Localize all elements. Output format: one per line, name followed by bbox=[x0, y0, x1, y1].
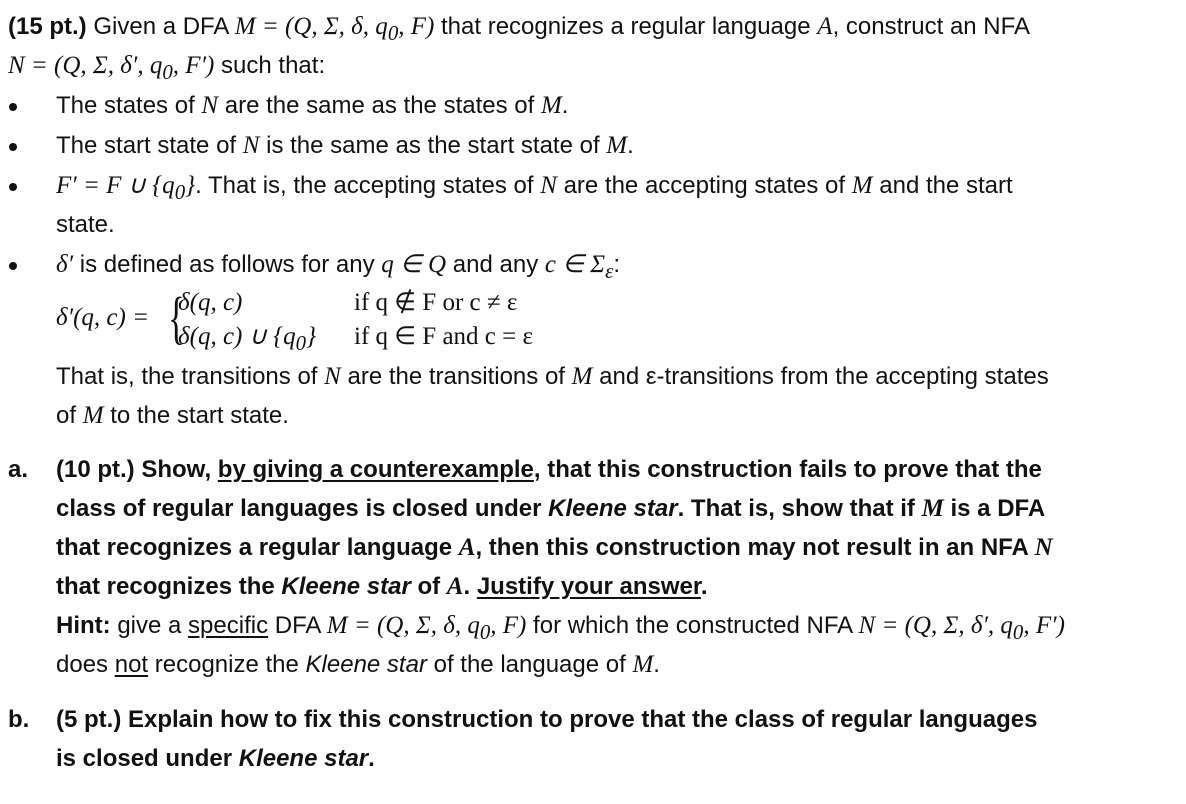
formula-case-1-expr: δ(q, c) bbox=[178, 289, 243, 316]
bullet-2: The start state of N is the same as the start state of M. bbox=[56, 132, 634, 159]
formula-case-2-cond: if q ∈ F and c = ε bbox=[354, 323, 533, 350]
part-a-label: a. bbox=[8, 456, 29, 483]
part-a-line-2: class of regular languages is closed under Kleene star. That is, show that if M is a DFA bbox=[56, 495, 1046, 522]
hint-line-1: Hint: give a specific DFA M = (Q, Σ, δ, $q_0$, F) for which the constructed NFA N = (Q, Σ, δ′, $q_0$, F′) bbox=[56, 612, 1065, 644]
bullet-dot bbox=[9, 183, 17, 191]
bullet-3-cont: state. bbox=[56, 211, 115, 238]
math-A: A bbox=[817, 13, 833, 40]
intro-text: Given a DFA bbox=[93, 13, 229, 40]
formula-case-1-cond: if q ∉ F or c ≠ ε bbox=[354, 289, 518, 316]
part-a-line-1: (10 pt.) Show, by giving a counterexample, that this construction fails to prove that the bbox=[56, 456, 1042, 483]
intro-line-1 bbox=[8, 12, 1030, 48]
brace-icon: { bbox=[168, 285, 185, 350]
intro-line-2 bbox=[8, 51, 325, 87]
part-b-line-1: (5 pt.) Explain how to fix this construction to prove that the class of regular languages bbox=[56, 706, 1038, 733]
bullet-1: The states of N are the same as the states of M. bbox=[56, 92, 569, 119]
f-prime-def: F′ = F ∪ $\{q_0\}$ bbox=[56, 172, 196, 204]
dfa-tuple: M = (Q, Σ, δ, $q_0$, F) bbox=[234, 13, 435, 45]
bullet-4: δ′ is defined as follows for any q ∈ Q and any c ∈ $\Sigma_\varepsilon$: bbox=[56, 251, 620, 283]
part-b-label: b. bbox=[8, 706, 30, 733]
intro-text: that recognizes a regular language bbox=[441, 13, 811, 40]
explanation-line-1: That is, the transitions of N are the transitions of M and ε-transitions from the accepting states bbox=[56, 363, 1049, 390]
intro-text: , construct an NFA bbox=[832, 13, 1030, 40]
nfa-tuple: N = (Q, Σ, δ′, $q_0$, F′) bbox=[8, 52, 215, 84]
bullet-dot bbox=[9, 143, 17, 151]
bullet-3: F′ = F ∪ $\{q_0\}$. That is, the accepting states of N are the accepting states of M and the start bbox=[56, 172, 1013, 204]
points-label: (15 pt.) bbox=[8, 13, 87, 40]
intro-text: such that: bbox=[221, 52, 326, 79]
bullet-dot bbox=[9, 103, 17, 111]
part-a-line-4: that recognizes the Kleene star of A. Justify your answer. bbox=[56, 573, 708, 600]
part-b-line-2: is closed under Kleene star. bbox=[56, 745, 375, 772]
bullet-dot bbox=[9, 262, 17, 270]
hint-line-2: does not recognize the Kleene star of the language of M. bbox=[56, 651, 660, 678]
explanation-line-2: of M to the start state. bbox=[56, 402, 289, 429]
formula-case-2-expr: δ(q, c) ∪ $\{q_0\}$ bbox=[178, 323, 317, 355]
formula-lhs: δ′(q, c) = bbox=[56, 304, 149, 331]
part-a-line-3: that recognizes a regular language A, then this construction may not result in an NFA N bbox=[56, 534, 1053, 561]
